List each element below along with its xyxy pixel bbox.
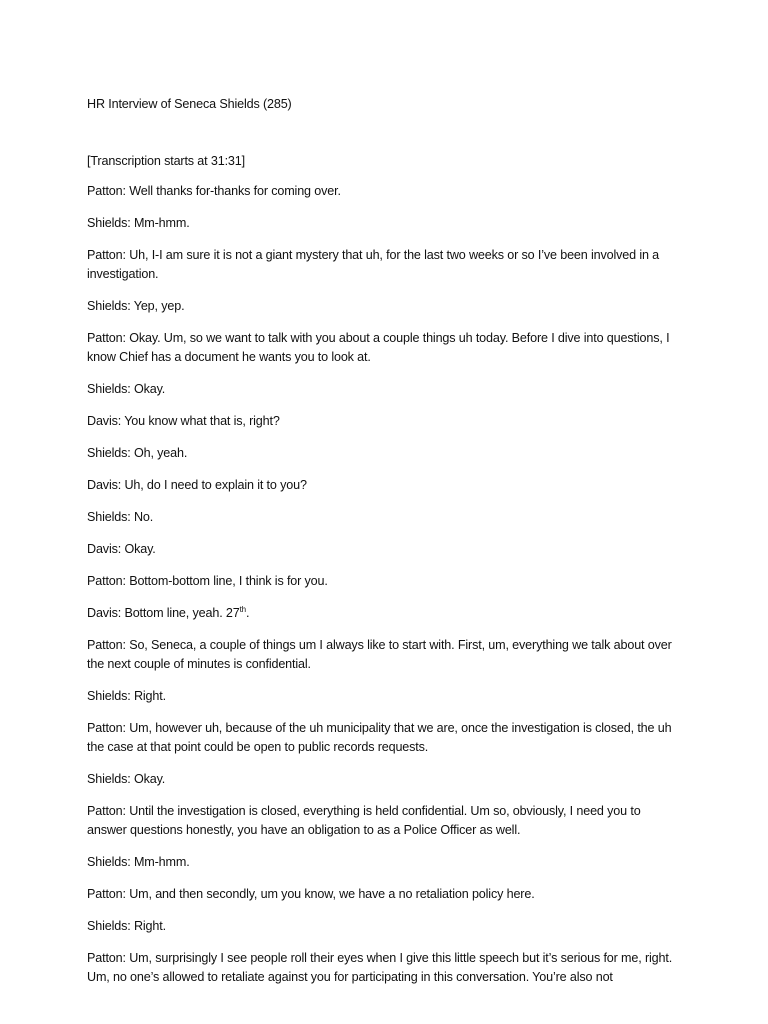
transcript-line (87, 853, 683, 872)
transcript-line (87, 508, 683, 527)
transcript-text: Davis: You know what that is, right? (87, 414, 280, 428)
transcript-text: Patton: Okay. Um, so we want to talk with you about a couple things uh today. Before I dive into questions, I know Chief has a document he wants you to look at. (87, 331, 670, 364)
transcript-line (87, 329, 683, 367)
transcript-text: Patton: Uh, I-I am sure it is not a giant mystery that uh, for the last two weeks or so I’ve been involved in a investigation. (87, 248, 660, 281)
transcript-text: Shields: Right. (87, 689, 166, 703)
transcript-line (87, 297, 683, 316)
transcript-line (87, 802, 683, 840)
transcript-line (87, 214, 683, 233)
transcript-line (87, 917, 683, 936)
transcript-text: Davis: Okay. (87, 542, 156, 556)
transcript-line (87, 719, 683, 757)
transcript-text: Shields: Okay. (87, 382, 166, 396)
transcript-text: Shields: Okay. (87, 772, 166, 786)
transcript-text: Shields: Yep, yep. (87, 299, 185, 313)
transcript-line (87, 687, 683, 706)
document-title: HR Interview of Seneca Shields (285) (87, 97, 292, 111)
transcript-line (87, 636, 683, 674)
transcript-text: Patton: Well thanks for-thanks for coming over. (87, 184, 341, 198)
transcript-text: Shields: Mm-hmm. (87, 855, 190, 869)
transcript-line (87, 476, 683, 495)
transcript-text: Shields: Right. (87, 919, 166, 933)
transcript-text: Patton: So, Seneca, a couple of things um I always like to start with. First, um, everything we talk about over the next couple of minutes is confidential. (87, 638, 672, 671)
transcript-text: Patton: Bottom-bottom line, I think is for you. (87, 574, 328, 588)
transcript-text: Patton: Um, and then secondly, um you know, we have a no retaliation policy here. (87, 887, 535, 901)
transcript-line (87, 540, 683, 559)
transcript-line (87, 949, 683, 987)
transcript-text: Davis: Bottom line, yeah. 27 (87, 606, 240, 620)
transcript-line (87, 885, 683, 904)
transcript-line (87, 182, 683, 201)
transcript-text: Patton: Um, however uh, because of the uh municipality that we are, once the investigation is closed, the uh the case at that point could be open to public records requests. (87, 721, 672, 754)
transcript-line (87, 604, 683, 623)
transcript-text: Patton: Um, surprisingly I see people roll their eyes when I give this little speech but it’s serious for me, right. Um, no one’s allowed to retaliate against you for participating in this conversation. You’re also not (87, 951, 673, 984)
transcription-note: [Transcription starts at 31:31] (87, 154, 245, 168)
transcript-line (87, 246, 683, 284)
ordinal-suffix: th (239, 604, 246, 614)
transcript-text: Shields: Mm-hmm. (87, 216, 190, 230)
transcript-text: Patton: Until the investigation is closed, everything is held confidential. Um so, obviously, I need you to answer questions honestly, you have an obligation to as a Police Officer as well. (87, 804, 641, 837)
transcript-line (87, 412, 683, 431)
transcript-line (87, 380, 683, 399)
transcript-text: Davis: Uh, do I need to explain it to you? (87, 478, 307, 492)
transcript-line (87, 770, 683, 789)
transcript-line (87, 572, 683, 591)
transcript-text: Shields: No. (87, 510, 154, 524)
trailing-punctuation: . (245, 606, 250, 620)
transcript-line (87, 444, 683, 463)
transcript (87, 182, 683, 987)
transcript-text: Shields: Oh, yeah. (87, 446, 188, 460)
